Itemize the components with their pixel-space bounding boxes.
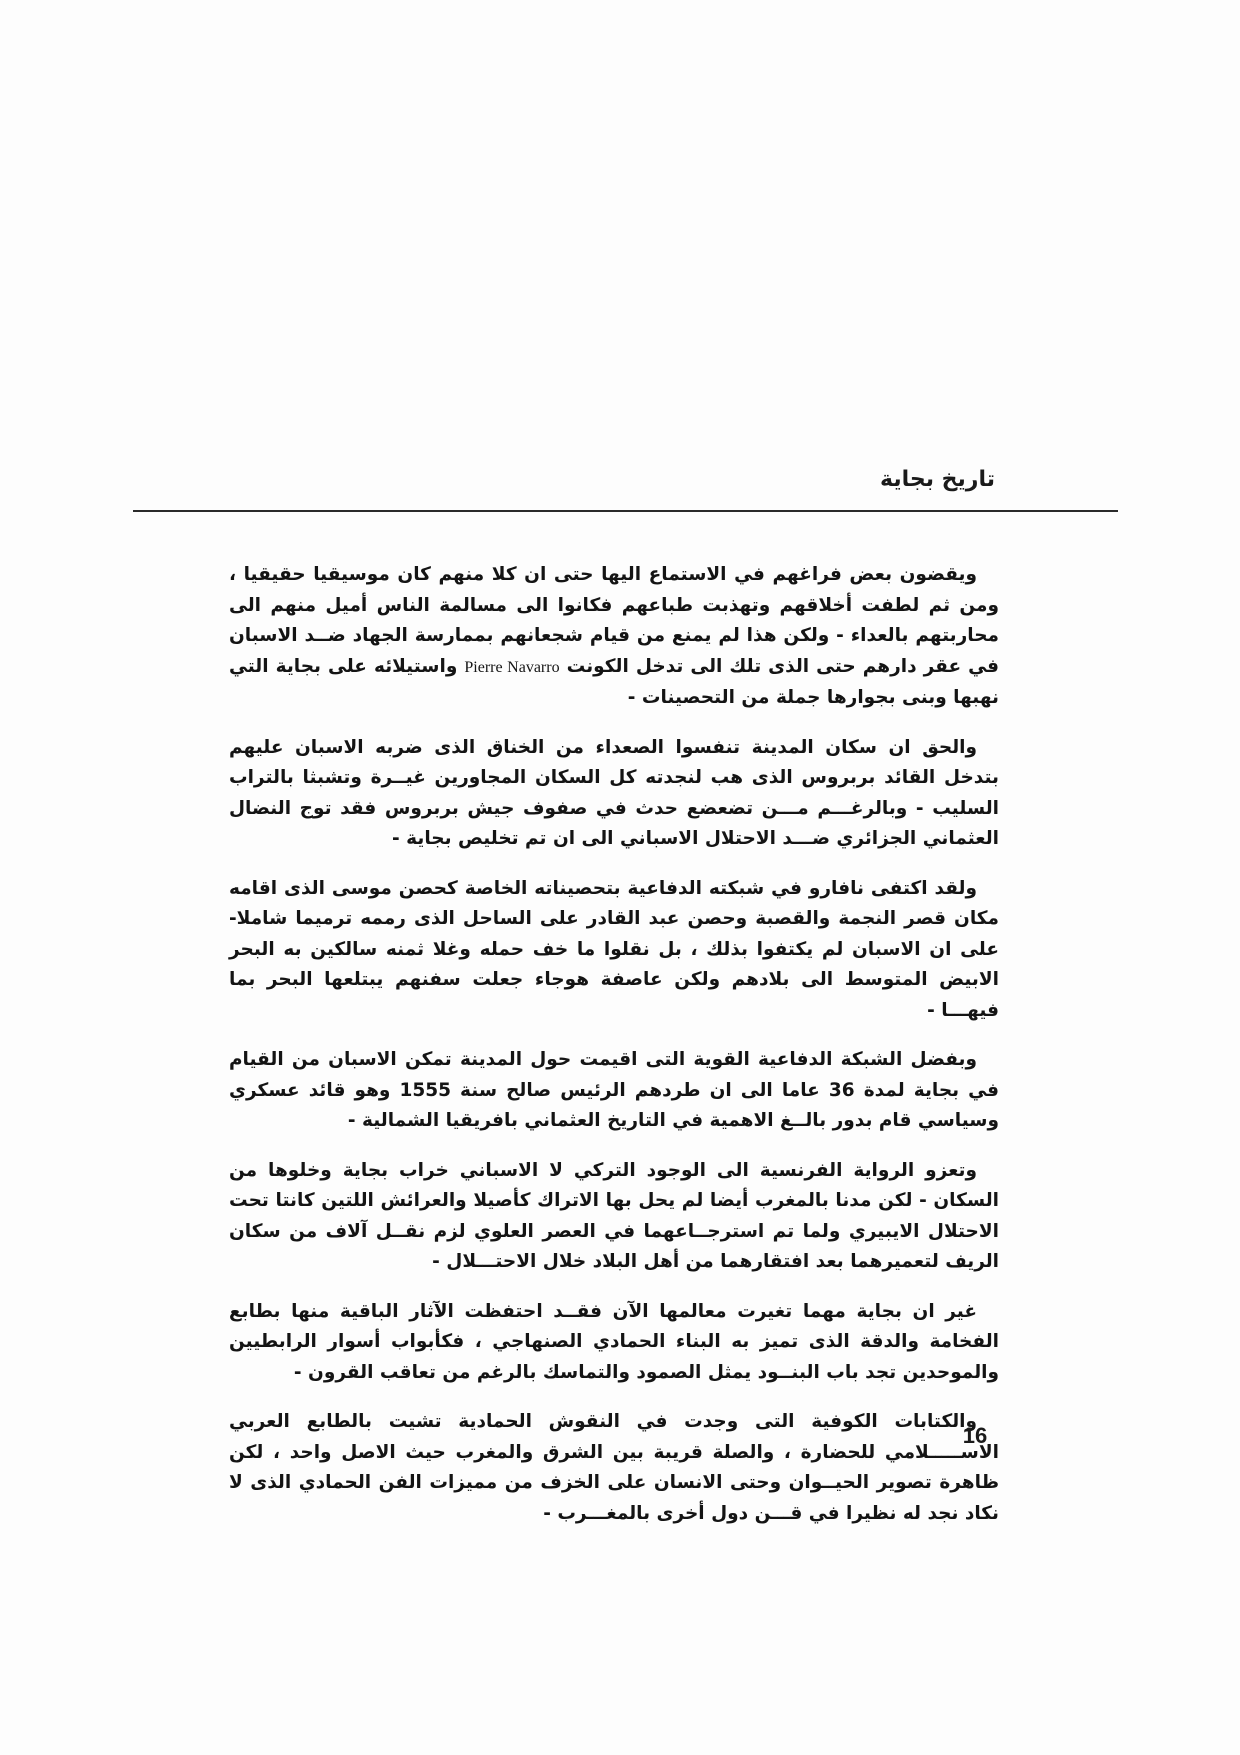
running-header: تاريخ بجاية — [880, 467, 995, 492]
paragraph-7: والكتابات الكوفية التى وجدت في النقوش الحمادية تشيت بالطابع العربي الاســـــلامي للحضارة ، والصلة قريبة بين الشرق والمغرب حيث الاصل واحد ، لكن ظاهرة تصوير الحيــوان وحتى الانسان على الخزف من مميزات الفن الحمادي الذى لا نكاد نجد له نظيرا في قـــن دول أخرى بالمغـــرب - — [229, 1411, 999, 1524]
paragraph-4: وبفضل الشبكة الدفاعية القوية التى اقيمت حول المدينة تمكن الاسبان من القيام في بجاية لمدة 36 عاما الى ان طردهم الرئيس صالح سنة 1555 وهو قائد عسكري وسياسي قام بدور بالــغ الاهمية في التاريخ العثماني بافريقيا الشمالية - — [229, 1049, 1000, 1131]
paragraph-1-text-a: ويقضون بعض فراغهم في الاستماع اليها حتى ان كلا منهم كان موسيقيا حقيقيا ، ومن ثم لطفت أخلاقهم وتهذبت طباعهم فكانوا الى مسالمة الناس أميل منهم الى محاربتهم بالعداء - ولكن هذا لم يمنع من قيام شجعانهم بممارسة الجهاد ضــد الاسبان في عقر دارهم حتى الذى تلك الى تدخل الكونت — [229, 564, 999, 677]
latin-name: Pierre Navarro — [464, 658, 560, 676]
paragraph-5: وتعزو الرواية الفرنسية الى الوجود التركي لا الاسباني خراب بجاية وخلوها من السكان - لكن مدنا بالمغرب أيضا لم يحل بها الاتراك كأصيلا والعرائش اللتين كانتا تحت الاحتلال الايبيري ولما تم استرجــاعهما في العصر العلوي لزم نقــل آلاف من سكان الريف لتعميرهما بعد افتقارهما من أهل البلاد خلال الاحتـــلال - — [229, 1159, 999, 1272]
paragraph-2: والحق ان سكان المدينة تنفسوا الصعداء من الخناق الذى ضربه الاسبان عليهم بتدخل القائد بربروس الذى هب لنجدته كل السكان المجاورين غيــرة وتشبثا بالتراب السليب - وبالرغـــم مـــن تضعضع حدث في صفوف جيش بربروس فقد توج النضال العثماني الجزائري ضـــد الاحتلال الاسباني الى ان تم تخليص بجاية - — [229, 736, 999, 849]
header-divider — [133, 510, 1118, 512]
page-number: 16 — [962, 1423, 988, 1448]
paragraph-1-text-b: واستيلائه على بجاية التي نهبها وبنى بجوارها جملة من التحصينات - — [229, 655, 999, 708]
paragraph-6: غير ان بجاية مهما تغيرت معالمها الآن فقــد احتفظت الآثار الباقية منها بطابع الفخامة والدقة الذى تميز به البناء الحمادي الصنهاجي ، فكأبواب أسوار الرابطيين والموحدين تجد باب البنــود يمثل الصمود والتماسك بالرغم من تعاقب القرون - — [229, 1300, 999, 1383]
paragraph-1 — [229, 560, 999, 714]
paragraph-3: ولقد اكتفى نافارو في شبكته الدفاعية بتحصيناته الخاصة كحصن موسى الذى اقامه مكان قصر النجمة والقصبة وحصن عبد القادر على الساحل الذى رممه ترميما شاملا- على ان الاسبان لم يكتفوا بذلك ، بل نقلوا ما خف حمله وغلا ثمنه سالكين به البحر الابيض المتوسط الى بلادهم ولكن عاصفة هوجاء جعلت سفنهم يبتلعها البحر بما فيهـــا - — [229, 877, 999, 1021]
body-text — [229, 560, 999, 1548]
